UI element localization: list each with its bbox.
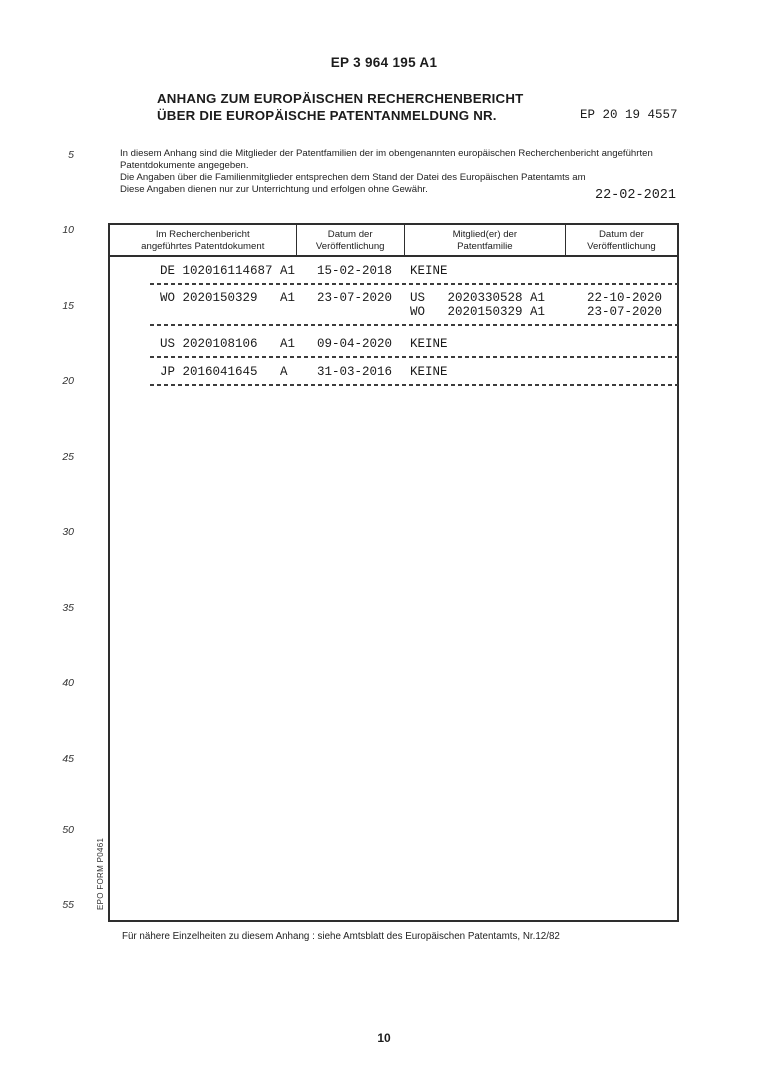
- header-cell-line: Patentfamilie: [457, 240, 513, 252]
- family-note: KEINE: [410, 365, 448, 379]
- margin-line-number: 25: [62, 451, 74, 463]
- patent-row: [110, 291, 677, 319]
- annex-title: [157, 91, 524, 124]
- patent-row: [110, 365, 677, 379]
- intro-line2: Patentdokumente angegeben.: [120, 160, 249, 171]
- margin-line-number: 35: [62, 602, 74, 614]
- family-data-date: 22-02-2021: [594, 188, 676, 203]
- table-header-publication-date: [297, 225, 405, 255]
- dashed-separator: [150, 356, 678, 358]
- intro-paragraph: [120, 148, 653, 196]
- publication-date: 15-02-2018: [317, 264, 393, 278]
- family-member-date: 23-07-2020: [587, 305, 663, 319]
- header-cell-line: Veröffentlichung: [315, 240, 385, 252]
- dashed-separator: [150, 283, 678, 285]
- epo-form-code: EPO FORM P0461: [96, 837, 105, 910]
- margin-line-number: 10: [62, 224, 74, 236]
- header-cell-line: Veröffentlichung: [587, 240, 656, 252]
- margin-line-number: 50: [62, 824, 74, 836]
- document-number: EP 3 964 195 A1: [330, 55, 438, 70]
- margin-line-number: 30: [62, 526, 74, 538]
- cited-document: US 2020108106 A1: [160, 337, 296, 351]
- margin-line-number: 40: [62, 677, 74, 689]
- margin-line-number: 55: [62, 899, 74, 911]
- margin-line-number: 15: [62, 300, 74, 312]
- table-header-row: [110, 225, 677, 257]
- application-number: EP 20 19 4557: [580, 108, 678, 122]
- patent-family-table: [108, 223, 679, 922]
- annex-title-line1: ANHANG ZUM EUROPÄISCHEN RECHERCHENBERICHT: [157, 91, 524, 106]
- header-cell-line: Datum der: [599, 229, 644, 240]
- intro-line1: In diesem Anhang sind die Mitglieder der Patentfamilien der im obengenannten europäischen Recherchenbericht angeführten: [120, 148, 653, 159]
- header-cell-line: Mitglied(er) der: [452, 229, 518, 240]
- publication-date: 31-03-2016: [317, 365, 393, 379]
- family-note: KEINE: [410, 337, 448, 351]
- table-header-family-publication-date: [566, 225, 677, 255]
- header-cell-line: Im Recherchenbericht: [155, 229, 250, 240]
- margin-line-number: 5: [68, 149, 74, 161]
- family-note: KEINE: [410, 264, 448, 278]
- table-header-cited-document: [110, 225, 297, 255]
- intro-line4: Diese Angaben dienen nur zur Unterrichtung und erfolgen ohne Gewähr.: [120, 184, 428, 195]
- family-member: WO 2020150329 A1: [410, 305, 546, 319]
- dashed-separator: [150, 324, 678, 326]
- cited-document: JP 2016041645 A: [160, 365, 288, 379]
- footer-note: Für nähere Einzelheiten zu diesem Anhang : siehe Amtsblatt des Europäischen Patentamts, Nr.12/82: [122, 931, 560, 942]
- page-number: 10: [377, 1031, 391, 1045]
- header-cell-line: Datum der: [327, 229, 373, 240]
- header-cell-line: angeführtes Patentdokument: [141, 240, 265, 252]
- intro-line3: Die Angaben über die Familienmitglieder entsprechen dem Stand der Datei des Europäischen Patentamts am: [120, 172, 586, 183]
- cited-document: WO 2020150329 A1: [160, 291, 296, 305]
- patent-row: [110, 337, 677, 351]
- annex-title-line2: ÜBER DIE EUROPÄISCHE PATENTANMELDUNG NR.: [157, 107, 497, 123]
- dashed-separator: [150, 384, 678, 386]
- publication-date: 09-04-2020: [317, 337, 393, 351]
- cited-document: DE 102016114687 A1: [160, 264, 296, 278]
- table-header-family-members: [405, 225, 566, 255]
- margin-line-number: 45: [62, 753, 74, 765]
- family-member-date: 22-10-2020: [587, 291, 663, 305]
- family-member: US 2020330528 A1: [410, 291, 546, 305]
- publication-date: 23-07-2020: [317, 291, 393, 305]
- margin-line-number: 20: [62, 375, 74, 387]
- patent-row: [110, 264, 677, 278]
